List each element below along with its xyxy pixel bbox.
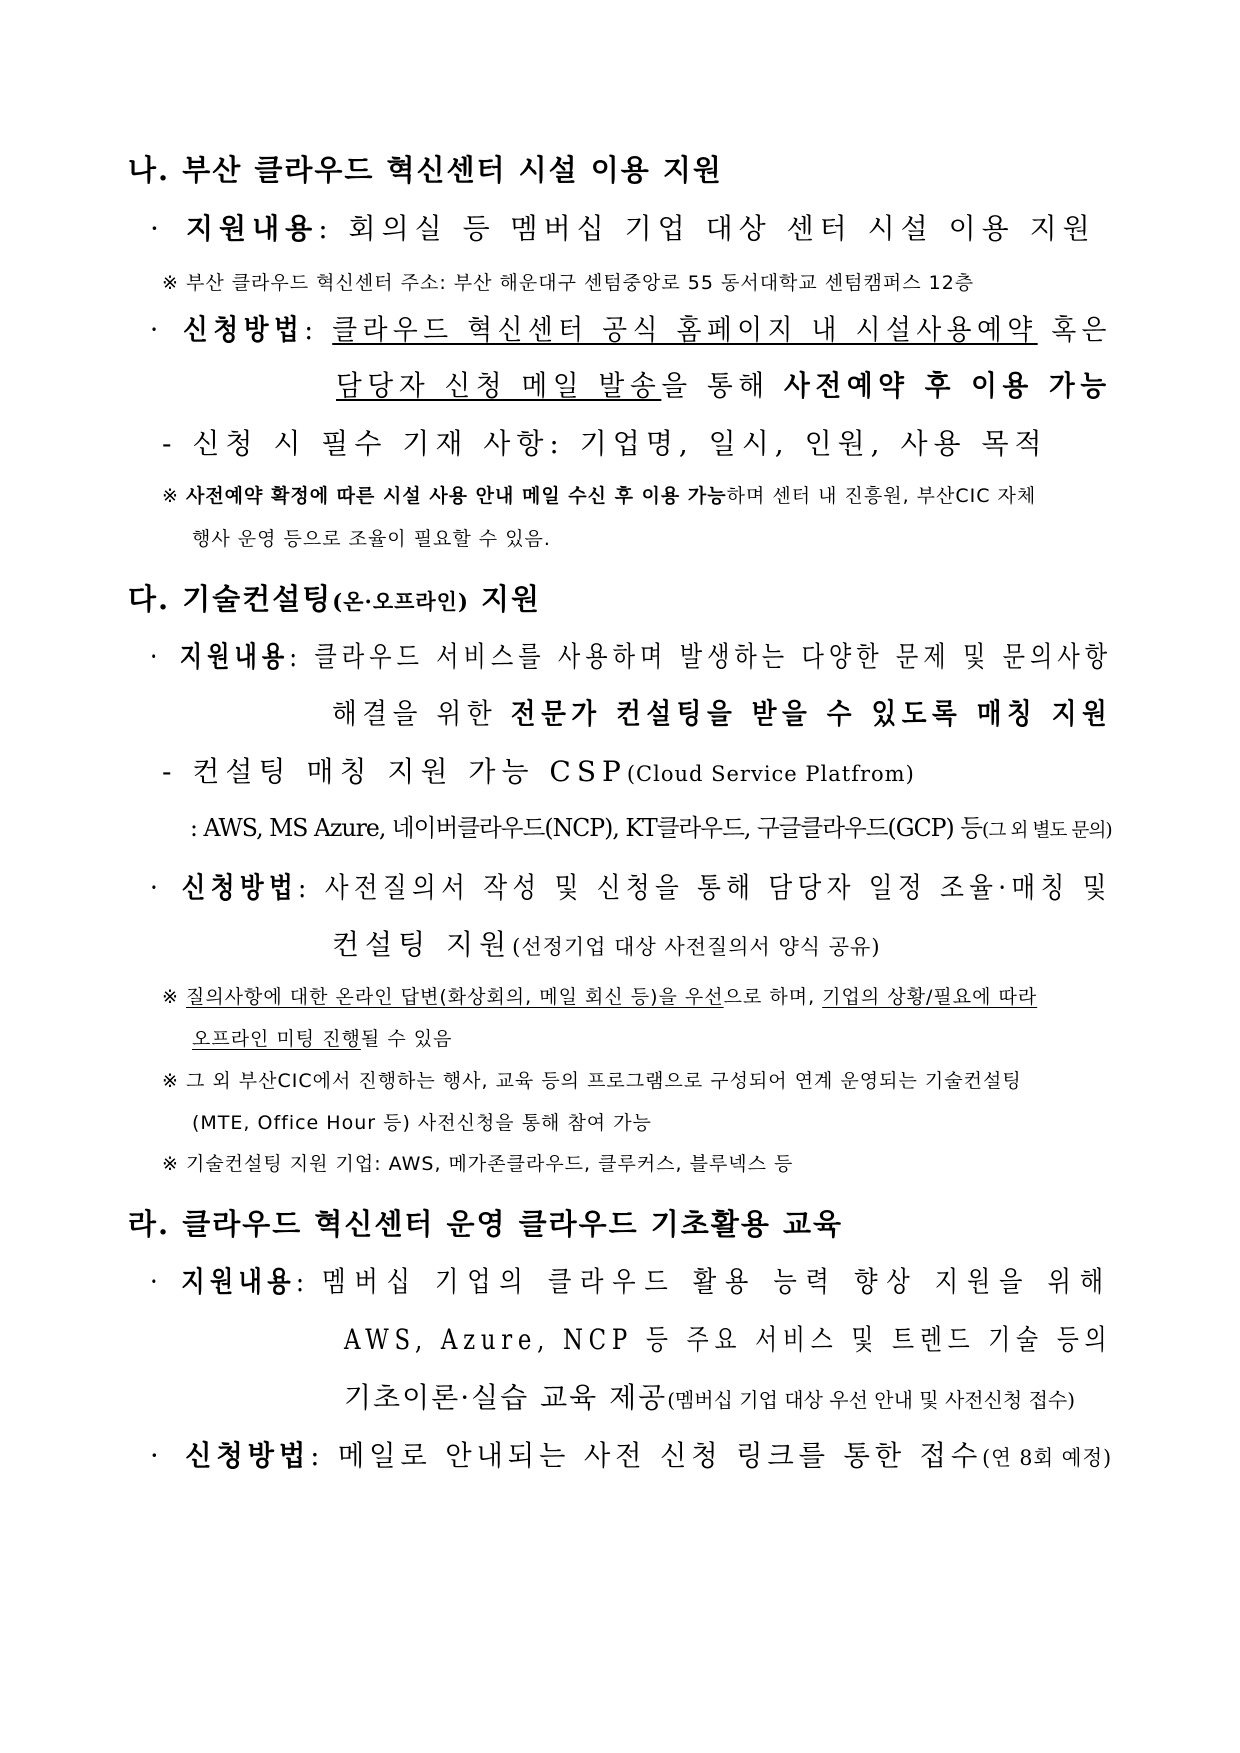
- na-address-note: ※ 부산 클라우드 혁신센터 주소: 부산 해운대구 센텀중앙로 55 동서대학교 센텀캠퍼스 12층: [162, 272, 975, 294]
- section-heading-da: [128, 582, 542, 616]
- na-apply-method-line: [150, 313, 1113, 346]
- da-program-note-line2: (MTE, Office Hour 등) 사전신청을 통해 참여 가능: [192, 1112, 652, 1134]
- da-apply-method-cont: [332, 928, 881, 961]
- da-online-note-line2-u: 오프라인 미팅 진행: [192, 1028, 361, 1050]
- label-colon: :: [304, 313, 319, 346]
- da-online-note-u1: 질의사항에 대한 온라인 답변(화상회의, 메일 회신 등)을 우선: [185, 986, 724, 1008]
- section-heading-ra: 라. 클라우드 혁신센터 운영 클라우드 기초활용 교육: [128, 1207, 843, 1241]
- bullet-dot: ·: [150, 871, 164, 904]
- na-support-content-line: [150, 212, 1096, 245]
- da-program-note: ※ 그 외 부산CIC에서 진행하는 행사, 교육 등의 프로그램으로 구성되어 연계 운영되는 기술컨설팅: [162, 1070, 1022, 1092]
- ra-apply-method-text: 메일로 안내되는 사전 신청 링크를 통한 접수: [337, 1439, 983, 1472]
- da-support-cont-plain: 해결을 위한: [332, 697, 511, 730]
- label-colon: :: [298, 871, 312, 904]
- bullet-dot: ·: [150, 212, 165, 245]
- da-apply-method-text: 사전질의서 작성 및 신청을 통해 담당자 일정 조율·매칭 및: [324, 871, 1112, 904]
- da-online-note: [162, 988, 1037, 1007]
- bullet-dot: ·: [150, 1265, 163, 1298]
- section-heading-na: 나. 부산 클라우드 혁신센터 시설 이용 지원: [128, 153, 723, 187]
- da-support-content-text: 클라우드 서비스를 사용하며 발생하는 다양한 문제 및 문의사항: [314, 640, 1113, 673]
- na-apply-mail-text: 담당자 신청 메일 발송: [336, 369, 662, 402]
- ra-support-content-line: [150, 1265, 1112, 1298]
- da-online-note-line2: [192, 1030, 452, 1049]
- ra-support-content-text: 멤버십 기업의 클라우드 활용 능력 향상 지원을 위해: [322, 1265, 1112, 1298]
- label-support-content: 지원내용: [181, 1265, 296, 1298]
- na-apply-or: 혹은: [1037, 313, 1113, 346]
- label-apply-method: 신청방법: [185, 1439, 311, 1472]
- da-csp-line: [162, 755, 915, 788]
- note-mark: ※: [162, 986, 179, 1008]
- da-support-content-cont: [332, 697, 1113, 730]
- da-online-note-t1: 으로 하며,: [723, 986, 823, 1008]
- label-colon: :: [289, 640, 303, 673]
- na-apply-homepage-link-text: 클라우드 혁신센터 공식 홈페이지 내 시설사용예약: [332, 313, 1038, 346]
- da-support-cont-bold: 전문가 컨설팅을 받을 수 있도록 매칭 지원: [510, 697, 1113, 730]
- da-csp-list-text: : AWS, MS Azure, 네이버클라우드(NCP), KT클라우드, 구글클라우드(GCP) 등: [190, 814, 983, 842]
- da-csp-list: [190, 816, 1112, 840]
- ra-apply-method-paren: (연 8회 예정): [982, 1446, 1113, 1470]
- da-heading-main: 다. 기술컨설팅: [128, 582, 333, 616]
- da-csp-list-paren: (그 외 별도 문의): [982, 819, 1112, 841]
- na-apply-method-cont: [336, 369, 1112, 402]
- na-reservation-note-bold: 사전예약 확정에 따른 시설 사용 안내 메일 수신 후 이용 가능: [185, 485, 727, 507]
- label-colon: :: [310, 1439, 325, 1472]
- da-heading-paren: (온·오프라인): [332, 589, 469, 614]
- bullet-dot: ·: [150, 1439, 164, 1472]
- bullet-dot: ·: [150, 640, 163, 673]
- na-required-fields-line: - 신청 시 필수 기재 사항: 기업명, 일시, 인원, 사용 목적: [162, 427, 1048, 460]
- da-online-note-u2: 기업의 상황/필요에 따라: [822, 986, 1038, 1008]
- label-support-content: 지원내용: [179, 640, 290, 673]
- label-apply-method: 신청방법: [181, 871, 299, 904]
- na-support-content-text: 회의실 등 멤버십 기업 대상 센터 시설 이용 지원: [348, 212, 1096, 245]
- note-mark: ※: [162, 485, 179, 507]
- da-online-note-line2-t: 될 수 있음: [360, 1028, 453, 1050]
- ra-support-content-cont2: [344, 1381, 1076, 1414]
- bullet-dot: ·: [150, 313, 164, 346]
- na-reservation-note: [162, 487, 1036, 506]
- label-apply-method: 신청방법: [183, 313, 305, 346]
- na-reservation-note-rest: 하며 센터 내 진흥원, 부산CIC 자체: [726, 485, 1037, 507]
- label-support-content: 지원내용: [186, 212, 319, 245]
- ra-support-content-cont1: AWS, Azure, NCP 등 주요 서비스 및 트렌드 기술 등의: [344, 1323, 1113, 1356]
- da-heading-tail: 지원: [468, 582, 542, 616]
- da-apply-method-line: [150, 871, 1112, 904]
- ra-support-cont2-paren: (멤버십 기업 대상 우선 안내 및 사전신청 접수): [667, 1388, 1076, 1412]
- na-apply-reservation-bold: 사전예약 후 이용 가능: [784, 369, 1112, 402]
- da-csp-label: - 컨설팅 매칭 지원 가능 CSP: [162, 755, 627, 788]
- da-apply-cont-paren: (선정기업 대상 사전질의서 양식 공유): [512, 935, 881, 959]
- ra-support-cont2-text: 기초이론·실습 교육 제공: [344, 1381, 668, 1414]
- na-reservation-note-line2: 행사 운영 등으로 조율이 필요할 수 있음.: [192, 528, 551, 550]
- da-support-content-line: [150, 640, 1113, 673]
- na-apply-via: 을 통해: [661, 369, 785, 402]
- da-companies-note: ※ 기술컨설팅 지원 기업: AWS, 메가존클라우드, 클루커스, 블루넥스 등: [162, 1153, 794, 1175]
- label-colon: :: [318, 212, 334, 245]
- ra-apply-method-line: [150, 1439, 1113, 1472]
- da-apply-cont-text: 컨설팅 지원: [332, 928, 513, 961]
- da-csp-paren: (Cloud Service Platfrom): [626, 762, 915, 786]
- label-colon: :: [295, 1265, 310, 1298]
